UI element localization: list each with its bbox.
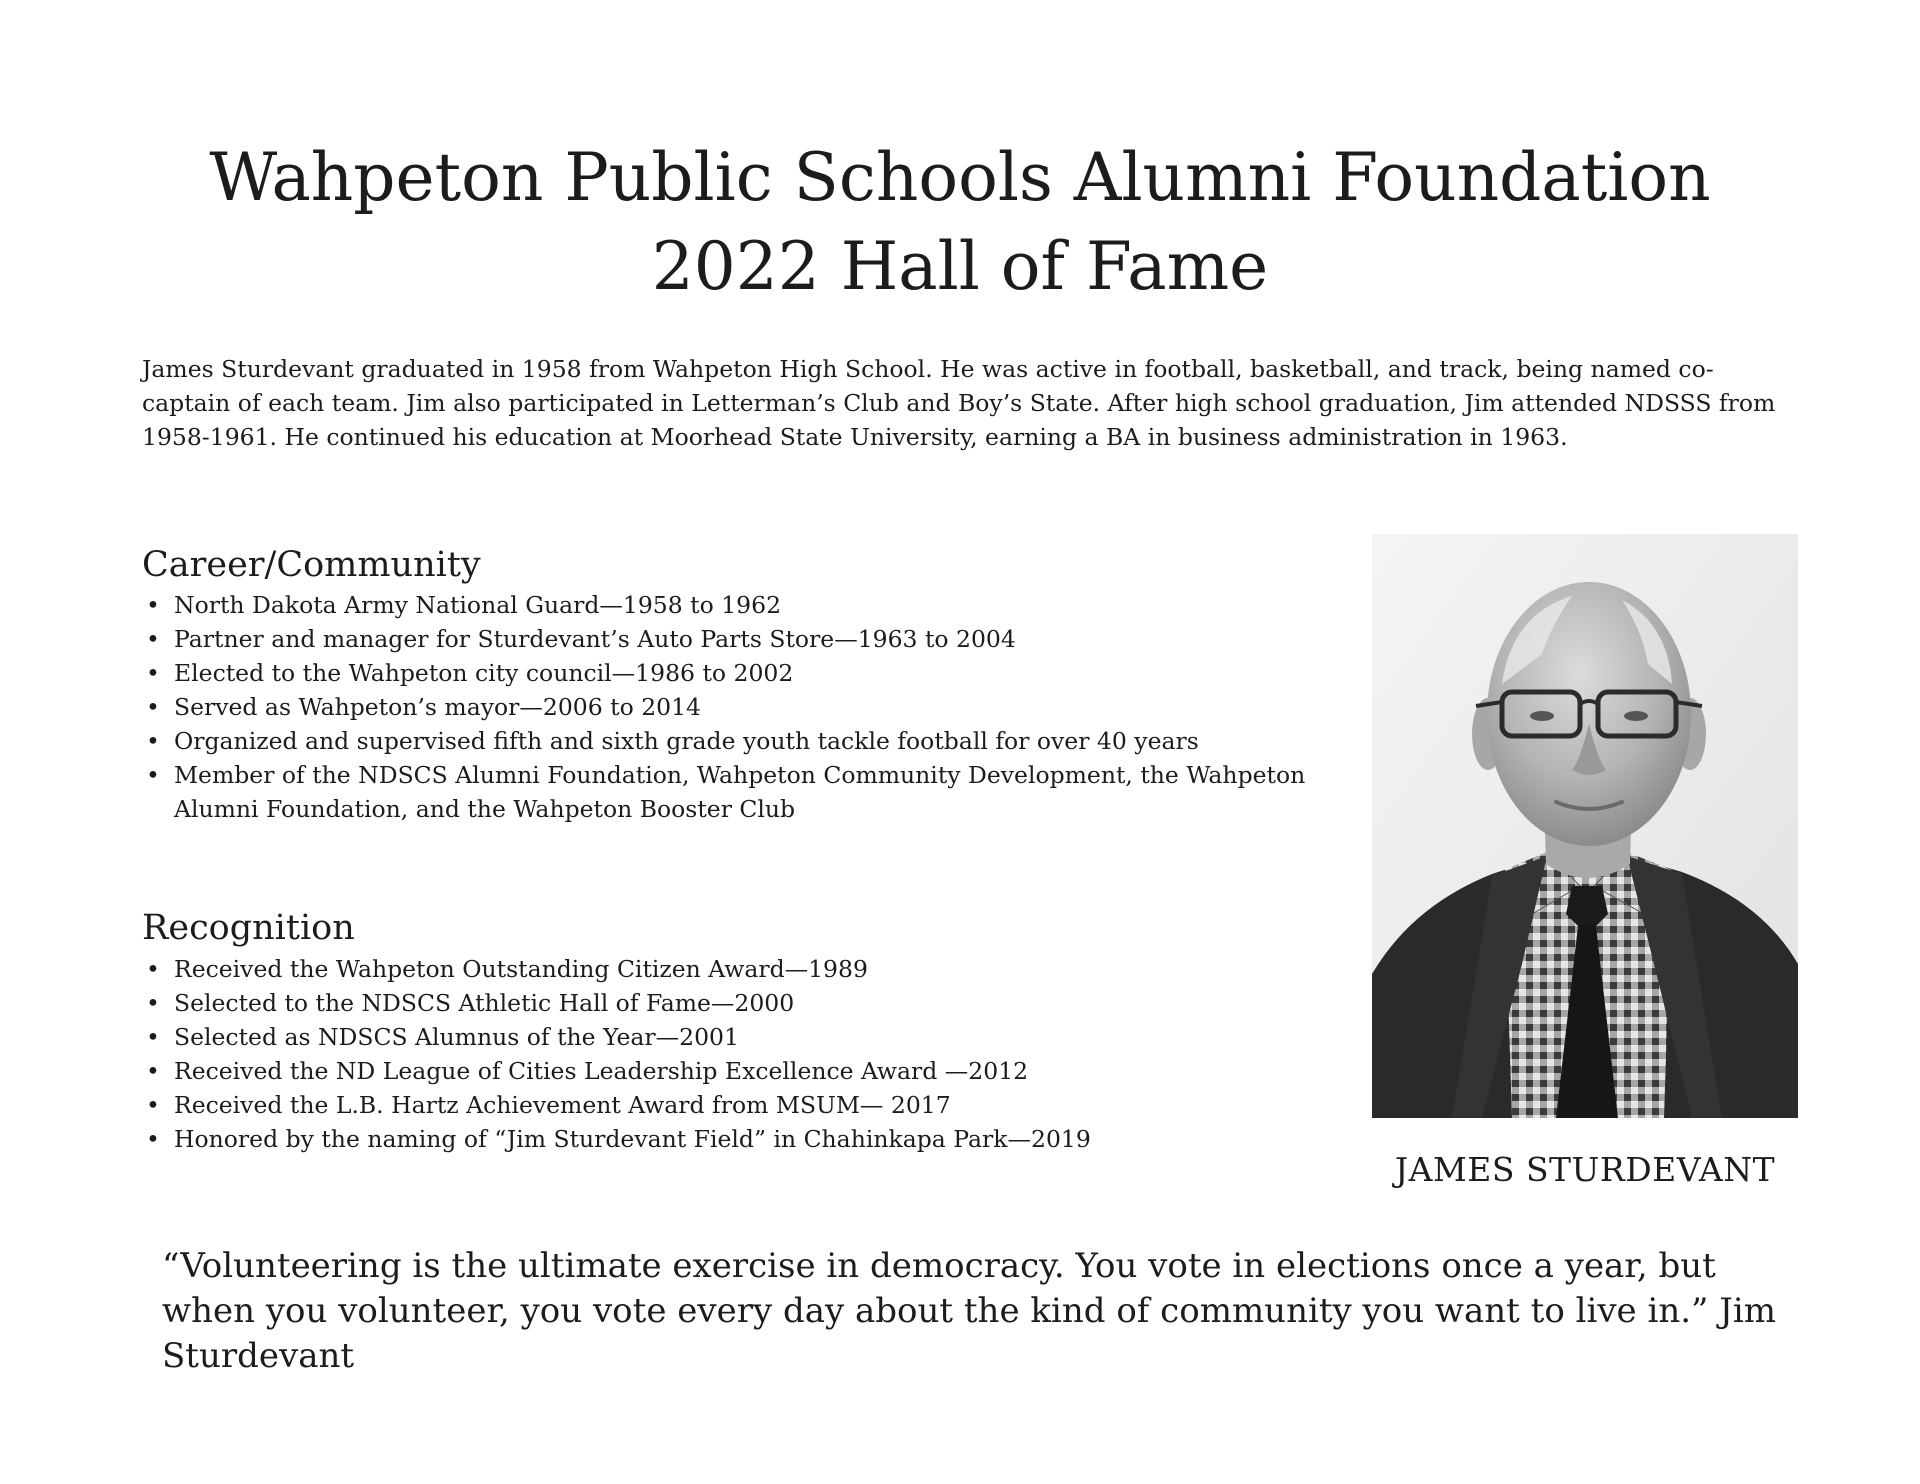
list-item-text: North Dakota Army National Guard—1958 to 1962 — [174, 591, 782, 619]
career-list — [142, 588, 1362, 826]
bullet-icon: • — [146, 591, 160, 619]
list-item — [142, 1020, 1362, 1054]
list-item — [142, 1054, 1362, 1088]
list-item-text: Member of the NDSCS Alumni Foundation, Wahpeton Community Development, the Wahpeton Alumni Foundation, and the Wahpeton Booster Club — [174, 761, 1306, 823]
bullet-icon: • — [146, 1057, 160, 1085]
list-item — [142, 588, 1362, 622]
list-item-text: Partner and manager for Sturdevant’s Auto Parts Store—1963 to 2004 — [174, 625, 1016, 653]
intro-paragraph: James Sturdevant graduated in 1958 from Wahpeton High School. He was active in football, basketball, and track, being named co-captain of each team. Jim also participated in Letterman’s Club and Boy’s State. After high school graduation, Jim attended NDSSS from 1958-1961. He continued his education at Moorhead State University, earning a BA in business administration in 1963. — [142, 355, 1776, 451]
page-subtitle: 2022 Hall of Fame — [651, 228, 1269, 305]
list-item — [142, 656, 1362, 690]
list-item-text: Served as Wahpeton’s mayor—2006 to 2014 — [174, 693, 702, 721]
list-item — [142, 690, 1362, 724]
list-item-text: Received the ND League of Cities Leadership Excellence Award —2012 — [174, 1057, 1029, 1085]
bullet-icon: • — [146, 659, 160, 687]
bullet-icon: • — [146, 625, 160, 653]
list-item — [142, 1122, 1362, 1156]
list-item-text: Selected to the NDSCS Athletic Hall of Fame—2000 — [174, 989, 795, 1017]
list-item — [142, 724, 1362, 758]
list-item-text: Honored by the naming of “Jim Sturdevant Field” in Chahinkapa Park—2019 — [174, 1125, 1091, 1153]
page-title: Wahpeton Public Schools Alumni Foundation — [209, 139, 1711, 216]
list-item-text: Received the Wahpeton Outstanding Citizen Award—1989 — [174, 955, 868, 983]
list-item-text: Elected to the Wahpeton city council—1986 to 2002 — [174, 659, 794, 687]
list-item — [142, 1088, 1362, 1122]
list-item — [142, 758, 1362, 826]
bullet-icon: • — [146, 1091, 160, 1119]
list-item-text: Selected as NDSCS Alumnus of the Year—2001 — [174, 1023, 739, 1051]
recognition-heading: Recognition — [142, 908, 355, 948]
bullet-icon: • — [146, 693, 160, 721]
bullet-icon: • — [146, 955, 160, 983]
list-item-text: Organized and supervised fifth and sixth grade youth tackle football for over 40 years — [174, 727, 1199, 755]
career-heading: Career/Community — [142, 545, 481, 585]
recognition-list — [142, 952, 1362, 1156]
photo-caption: JAMES STURDEVANT — [1394, 1150, 1776, 1189]
portrait-photo — [1372, 534, 1798, 1118]
quote: “Volunteering is the ultimate exercise in democracy. You vote in elections once a year, but when you volunteer, you vote every day about the kind of community you want to live in.” Jim Sturdevant — [162, 1246, 1776, 1376]
bullet-icon: • — [146, 989, 160, 1017]
bullet-icon: • — [146, 1023, 160, 1051]
list-item-text: Received the L.B. Hartz Achievement Award from MSUM— 2017 — [174, 1091, 951, 1119]
list-item — [142, 986, 1362, 1020]
list-item — [142, 952, 1362, 986]
bullet-icon: • — [146, 1125, 160, 1153]
bullet-icon: • — [146, 761, 160, 789]
bullet-icon: • — [146, 727, 160, 755]
list-item — [142, 622, 1362, 656]
